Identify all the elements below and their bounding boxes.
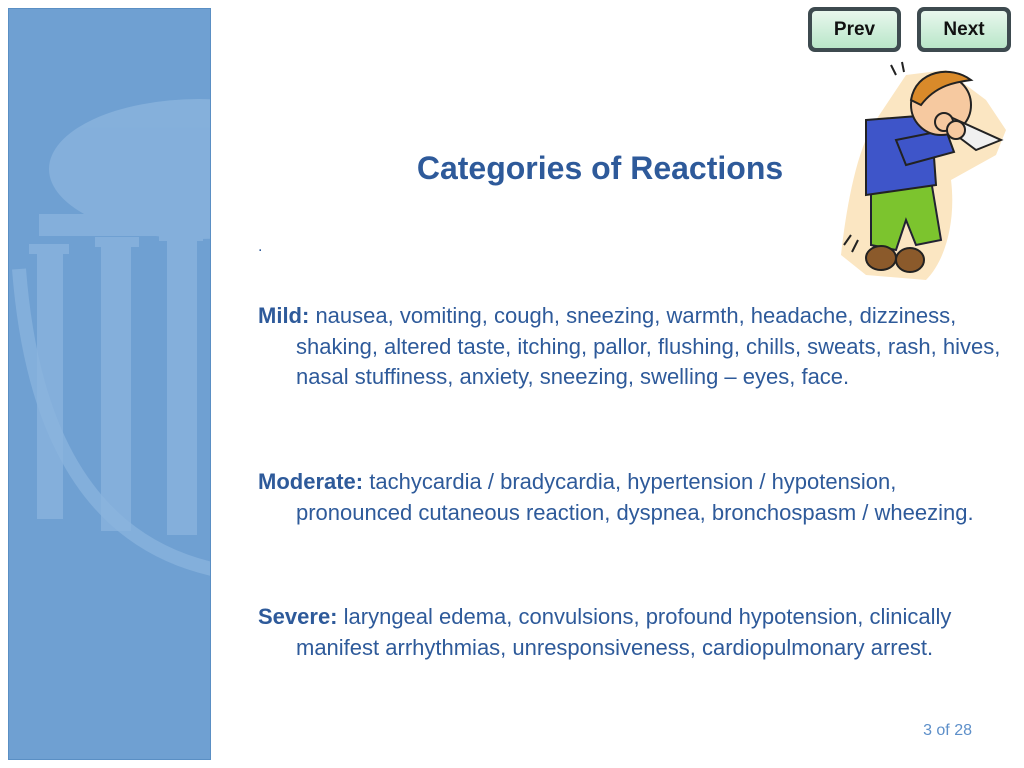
prev-button[interactable] xyxy=(808,7,901,52)
category-label: Mild: xyxy=(258,303,310,328)
category-text: nausea, vomiting, cough, sneezing, warmth, headache, dizziness, shaking, altered taste, itching, pallor, flushing, chills, sweats, rash, hives, nasal stuffiness, anxiety, sneezing, swelling – eyes, face. xyxy=(296,303,1001,389)
slide-title: Categories of Reactions xyxy=(416,150,784,186)
bullet-dot: . xyxy=(258,238,263,255)
next-button-label: Next xyxy=(921,11,1007,48)
reaction-category-mild xyxy=(258,301,1011,393)
prev-button-label: Prev xyxy=(812,11,897,48)
page-indicator: 3 of 28 xyxy=(923,722,972,739)
reaction-category-severe xyxy=(258,602,1011,663)
category-label: Severe: xyxy=(258,604,338,629)
sneezing-boy-clipart xyxy=(836,60,1016,285)
reaction-category-moderate xyxy=(258,467,1011,528)
category-text: tachycardia / bradycardia, hypertension / hypotension, pronounced cutaneous reaction, dyspnea, bronchospasm / wheezing. xyxy=(296,469,974,525)
next-button[interactable] xyxy=(917,7,1011,52)
category-label: Moderate: xyxy=(258,469,364,494)
category-text: laryngeal edema, convulsions, profound hypotension, clinically manifest arrhythmias, unresponsiveness, cardiopulmonary arrest. xyxy=(296,604,952,660)
columned-building-watermark xyxy=(9,9,211,760)
side-panel xyxy=(8,8,211,760)
